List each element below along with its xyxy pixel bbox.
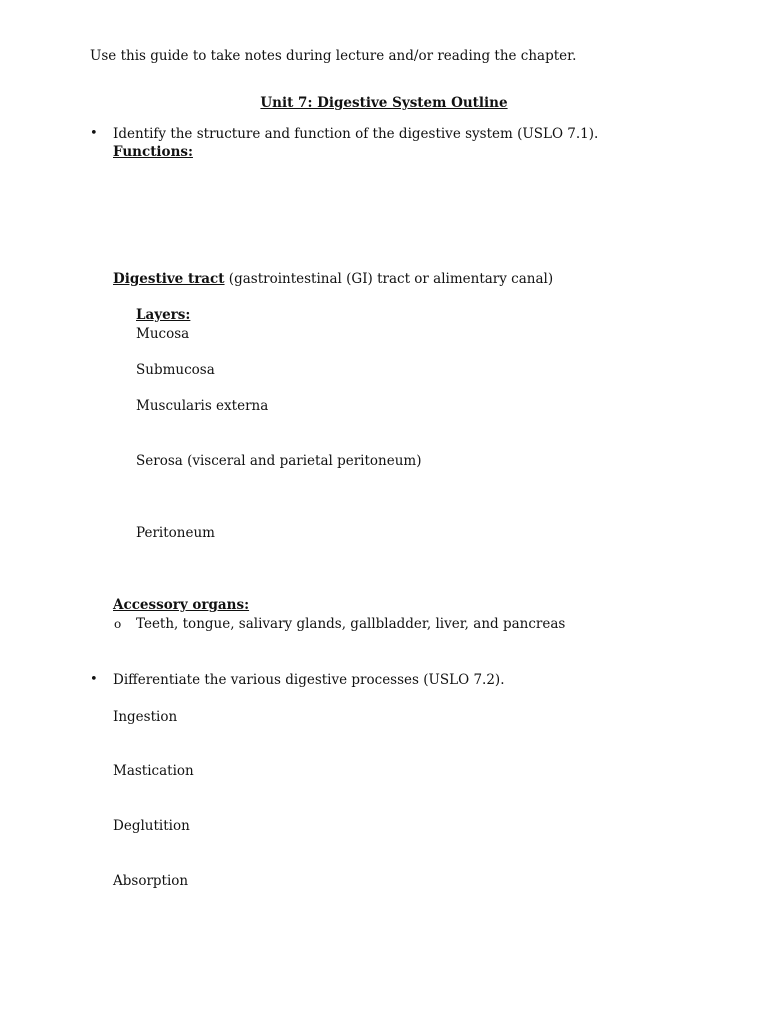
digestive-tract-line	[113, 270, 553, 288]
functions-label: Functions:	[113, 144, 193, 160]
page-title	[0, 94, 768, 112]
bullet-icon: •	[90, 126, 98, 141]
layers-label: Layers:	[136, 307, 191, 323]
accessory-organs-label: Accessory organs:	[113, 597, 250, 613]
process-item: Ingestion	[113, 709, 178, 725]
title-text: Unit 7: Digestive System Outline	[260, 95, 508, 111]
layer-item: Peritoneum	[136, 525, 215, 541]
layer-item: Mucosa	[136, 326, 190, 342]
bullet-icon: •	[90, 672, 98, 687]
digestive-tract-label: Digestive tract	[113, 271, 225, 287]
process-item: Absorption	[113, 873, 189, 889]
layer-item: Muscularis externa	[136, 398, 269, 414]
circle-bullet-icon: o	[114, 617, 122, 631]
intro-text: Use this guide to take notes during lecture and/or reading the chapter.	[90, 48, 577, 64]
layer-item: Serosa (visceral and parietal peritoneum)	[136, 453, 422, 469]
section2-text: Differentiate the various digestive processes (USLO 7.2).	[113, 672, 505, 688]
process-item: Mastication	[113, 763, 194, 779]
accessory-organs-item: Teeth, tongue, salivary glands, gallbladder, liver, and pancreas	[136, 616, 566, 632]
layer-item: Submucosa	[136, 362, 215, 378]
section1-text: Identify the structure and function of the digestive system (USLO 7.1).	[113, 126, 599, 142]
digestive-tract-desc: (gastrointestinal (GI) tract or alimentary canal)	[224, 271, 554, 287]
process-item: Deglutition	[113, 818, 190, 834]
